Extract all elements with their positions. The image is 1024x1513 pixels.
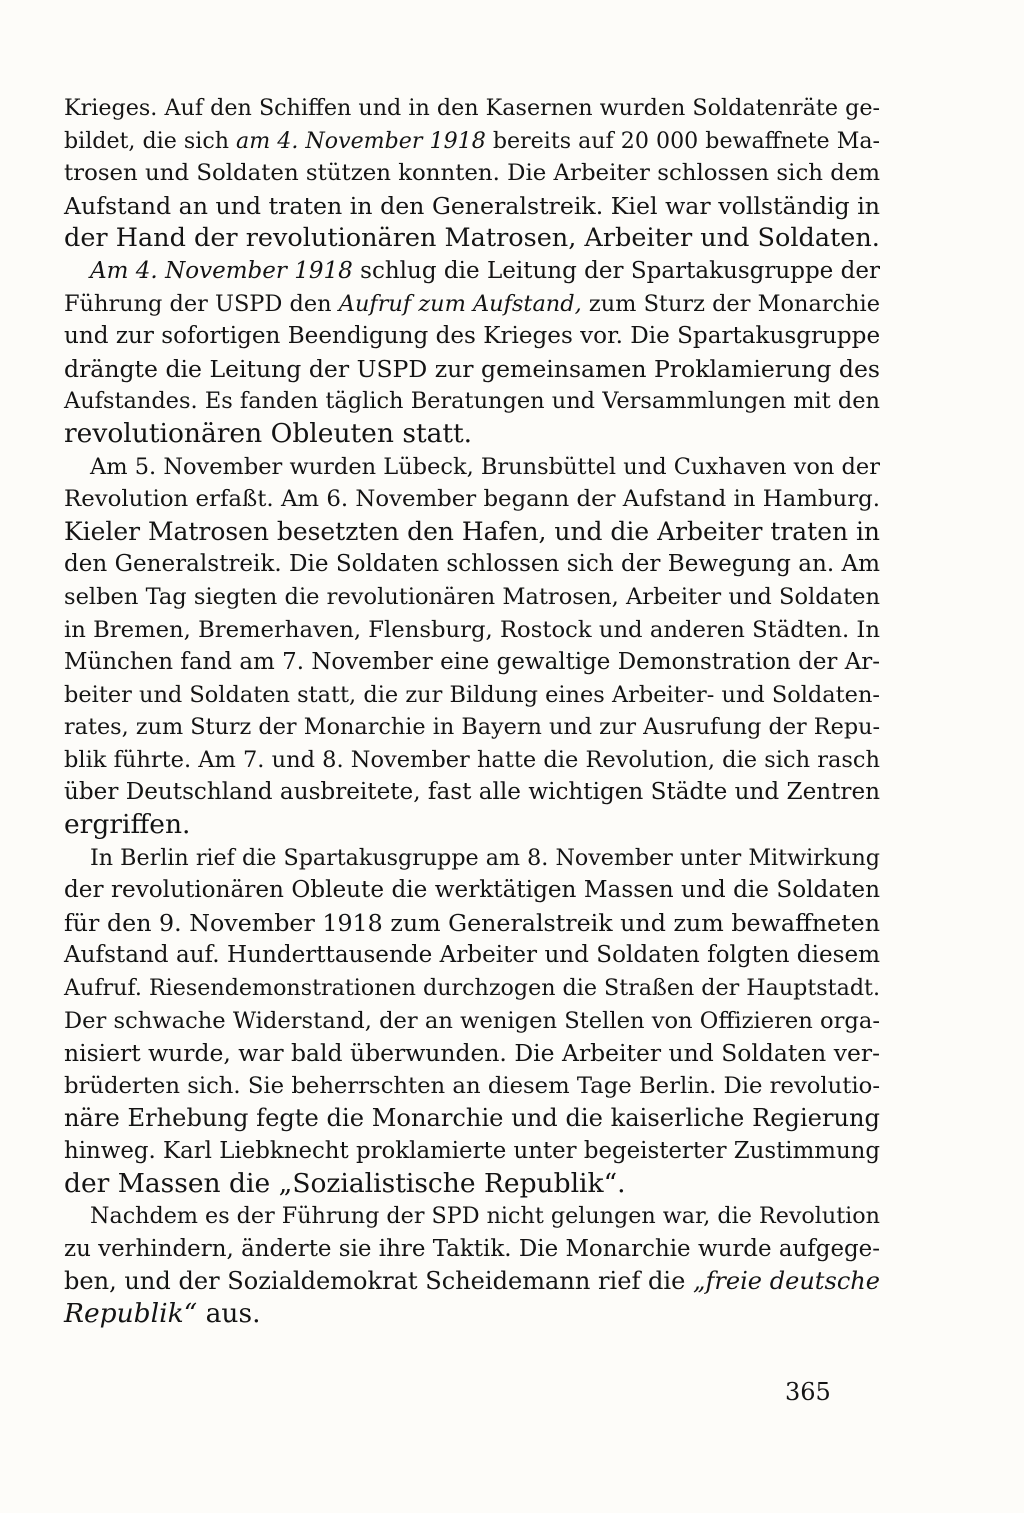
text-segment: Aufstand an und traten in den Generalstreik. Kiel war vollständig in: [64, 191, 880, 220]
text-line: [64, 288, 880, 321]
text-line: [64, 907, 880, 940]
text-segment: revolutionären Obleuten statt.: [64, 417, 473, 449]
text-segment: Revolution erfaßt. Am 6. November begann der Aufstand in Hamburg.: [64, 486, 880, 513]
text-line: [64, 744, 880, 777]
text-line: [64, 1102, 880, 1135]
text-line: [64, 255, 880, 288]
paragraph: [64, 255, 880, 451]
text-segment: schlug die Leitung der Spartakusgruppe der: [352, 257, 880, 284]
text-segment: Kieler Matrosen besetzten den Hafen, und die Arbeiter traten in: [64, 516, 880, 546]
text-line: [64, 711, 880, 744]
text-segment: München fand am 7. November eine gewaltige Demonstration der Ar-: [64, 649, 880, 676]
text-segment: Führung der USPD den: [64, 290, 339, 317]
text-segment: für den 9. November 1918 zum Generalstreik und zum bewaffneten: [64, 908, 880, 937]
text-segment: In Berlin rief die Spartakusgruppe am 8. November unter Mitwirkung: [90, 844, 880, 871]
text-line: [64, 1298, 880, 1331]
text-segment: zu verhindern, änderte sie ihre Taktik. Die Monarchie wurde aufgege-: [64, 1235, 880, 1262]
text-segment: brüderten sich. Sie beherrschten an diesem Tage Berlin. Die revolutio-: [64, 1072, 880, 1099]
text-segment: aus.: [197, 1297, 261, 1329]
text-line: [64, 125, 880, 158]
text-line: [64, 451, 880, 484]
text-line: [64, 1070, 880, 1103]
text-segment: trosen und Soldaten stützen konnten. Die Arbeiter schlossen sich dem: [64, 160, 880, 187]
text-line: [64, 1135, 880, 1168]
text-line: [64, 1265, 880, 1298]
text-line: [64, 842, 880, 875]
text-line: [64, 809, 880, 842]
text-line: [64, 1233, 880, 1266]
text-segment: bereits auf 20 000 bewaffnete Ma-: [485, 127, 880, 154]
text-segment: rates, zum Sturz der Monarchie in Bayern und zur Ausrufung der Repu-: [64, 714, 881, 741]
text-line: [64, 418, 880, 451]
text-segment: der revolutionären Obleute die werktätigen Massen und die Soldaten: [64, 877, 880, 904]
text-segment: näre Erhebung fegte die Monarchie und die kaiserliche Regierung: [64, 1104, 880, 1133]
text-line: [64, 320, 880, 353]
text-segment: über Deutschland ausbreitete, fast alle wichtigen Städte und Zentren: [64, 779, 880, 806]
text-segment: beiter und Soldaten statt, die zur Bildung eines Arbeiter- und Soldaten-: [64, 681, 880, 708]
paragraph: [64, 451, 880, 842]
text-segment: blik führte. Am 7. und 8. November hatte die Revolution, die sich rasch: [64, 746, 880, 773]
text-line: [64, 516, 880, 549]
text-line: [64, 157, 880, 190]
text-segment: hinweg. Karl Liebknecht proklamierte unter begeisterter Zustimmung: [64, 1138, 881, 1164]
text-line: [64, 679, 880, 712]
text-line: [64, 92, 880, 125]
paragraph: [64, 1200, 880, 1330]
text-segment: Der schwache Widerstand, der an wenigen Stellen von Offizieren orga-: [64, 1007, 880, 1034]
text-segment: Am 5. November wurden Lübeck, Brunsbüttel und Cuxhaven von der: [90, 453, 880, 480]
text-segment: Aufstandes. Es fanden täglich Beratungen und Versammlungen mit den: [64, 388, 880, 415]
paragraph: [64, 842, 880, 1201]
text-line: [64, 614, 880, 647]
text-line: [64, 646, 880, 679]
text-line: [64, 190, 880, 223]
text-line: [64, 222, 880, 255]
text-segment: ergriffen.: [64, 809, 191, 841]
text-segment: den Generalstreik. Die Soldaten schlossen sich der Bewegung an. Am: [64, 551, 880, 578]
text-line: [64, 1200, 880, 1233]
text-segment: Krieges. Auf den Schiffen und in den Kasernen wurden Soldatenräte ge-: [64, 95, 880, 121]
italic-segment: Am 4. November 1918: [90, 257, 353, 284]
italic-segment: am 4. November 1918: [236, 127, 486, 154]
text-segment: Aufstand auf. Hunderttausende Arbeiter und Soldaten folgten diesem: [64, 942, 880, 969]
text-line: [64, 776, 880, 809]
text-line: [64, 972, 880, 1005]
text-line: [64, 1168, 880, 1201]
text-line: [64, 548, 880, 581]
text-line: [64, 483, 880, 516]
book-page-text: [64, 92, 880, 1331]
text-line: [64, 1037, 880, 1070]
text-line: [64, 353, 880, 386]
text-segment: nisiert wurde, war bald überwunden. Die Arbeiter und Soldaten ver-: [64, 1039, 880, 1068]
text-segment: und zur sofortigen Beendigung des Krieges vor. Die Spartakusgruppe: [64, 323, 881, 350]
text-line: [64, 1005, 880, 1038]
text-line: [64, 385, 880, 418]
text-segment: der Massen die „Sozialistische Republik“.: [64, 1167, 626, 1199]
text-line: [64, 581, 880, 614]
paragraph: [64, 92, 880, 255]
text-segment: Nachdem es der Führung der SPD nicht gelungen war, die Revolution: [90, 1203, 880, 1230]
text-segment: selben Tag siegten die revolutionären Matrosen, Arbeiter und Soldaten: [64, 583, 880, 610]
italic-segment: Republik“: [64, 1297, 198, 1329]
text-segment: ben, und der Sozialdemokrat Scheidemann rief die: [64, 1267, 694, 1296]
text-line: [64, 939, 880, 972]
text-segment: zum Sturz der Monarchie: [581, 290, 880, 317]
text-segment: bildet, die sich: [64, 127, 237, 154]
text-line: [64, 874, 880, 907]
text-segment: drängte die Leitung der USPD zur gemeinsamen Proklamierung des: [64, 354, 880, 383]
text-segment: in Bremen, Bremerhaven, Flensburg, Rostock und anderen Städten. In: [64, 616, 880, 643]
page-number: 365: [785, 1378, 831, 1406]
italic-segment: Aufruf zum Aufstand,: [338, 290, 582, 317]
text-segment: der Hand der revolutionären Matrosen, Arbeiter und Soldaten.: [64, 223, 880, 254]
italic-segment: „freie deutsche: [693, 1267, 880, 1296]
text-segment: Aufruf. Riesendemonstrationen durchzogen die Straßen der Hauptstadt.: [64, 975, 880, 1002]
